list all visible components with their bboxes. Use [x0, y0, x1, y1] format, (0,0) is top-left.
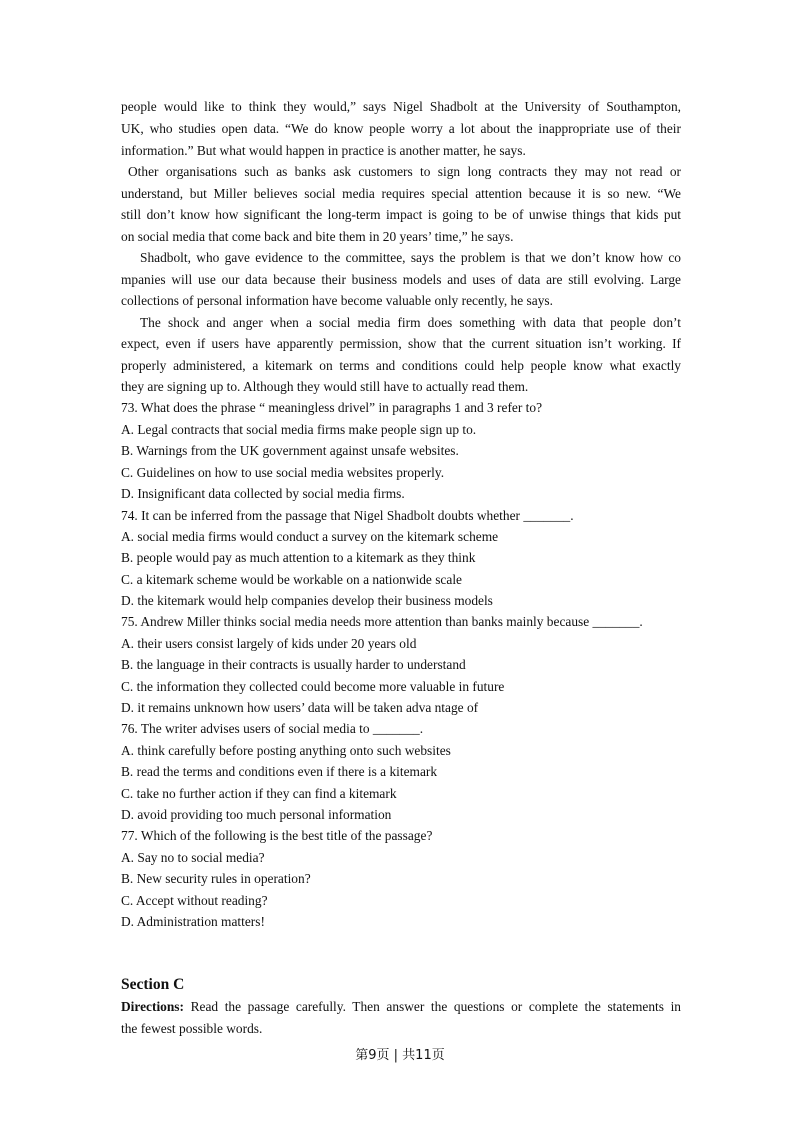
question-73-option-a: A. Legal contracts that social media firms make people sign up to.	[121, 422, 477, 437]
p3-line-1: Shadbolt, who gave evidence to the committee, says the problem is that we don’t know how co	[140, 250, 681, 265]
question-76-option-a: A. think carefully before posting anything onto such websites	[121, 743, 451, 758]
question-77-option-c: C. Accept without reading?	[121, 893, 268, 908]
question-74-option-d: D. the kitemark would help companies develop their business models	[121, 593, 493, 608]
question-76-option-c: C. take no further action if they can find a kitemark	[121, 786, 397, 801]
question-74-option-c: C. a kitemark scheme would be workable on a nationwide scale	[121, 572, 462, 587]
directions-label: Directions:	[121, 999, 184, 1014]
question-74-option-a: A. social media firms would conduct a survey on the kitemark scheme	[121, 529, 499, 544]
p3-line-3: collections of personal information have become valuable only recently, he says.	[121, 293, 553, 308]
question-75-option-d: D. it remains unknown how users’ data will be taken adva ntage of	[121, 700, 479, 715]
question-73-option-d: D. Insignificant data collected by social media firms.	[121, 486, 405, 501]
question-75-option-b: B. the language in their contracts is usually harder to understand	[121, 657, 466, 672]
directions-text: Read the passage carefully. Then answer the questions or complete the statements in	[183, 999, 681, 1014]
p2-line-3: still don’t know how significant the long-term impact is going to be of unwise things that kids put	[121, 207, 681, 222]
p1-line-3: information.” But what would happen in practice is another matter, he says.	[121, 143, 526, 158]
question-74-stem: 74. It can be inferred from the passage that Nigel Shadbolt doubts whether _______.	[121, 508, 574, 523]
p2-line-4: on social media that come back and bite them in 20 years’ time,” he says.	[121, 229, 514, 244]
page-footer: 第9页 | 共11页	[355, 1048, 445, 1063]
question-76-option-b: B. read the terms and conditions even if there is a kitemark	[121, 764, 438, 779]
question-76-stem: 76. The writer advises users of social media to _______.	[121, 721, 424, 736]
question-75-option-a: A. their users consist largely of kids under 20 years old	[121, 636, 417, 651]
question-73-option-b: B. Warnings from the UK government against unsafe websites.	[121, 443, 459, 458]
question-77-option-b: B. New security rules in operation?	[121, 871, 311, 886]
p4-line-2: expect, even if users have apparently permission, show that the current situation isn’t working. If	[121, 336, 681, 351]
question-77-stem: 77. Which of the following is the best title of the passage?	[121, 828, 433, 843]
section-c-title: Section C	[121, 976, 185, 993]
p4-line-4: they are signing up to. Although they would still have to actually read them.	[121, 379, 529, 394]
p3-line-2: mpanies will use our data because their business models and uses of data are still evolving. Large	[121, 272, 681, 287]
p1-line-2: UK, who studies open data. “We do know people worry a lot about the inappropriate use of their	[121, 121, 681, 136]
question-74-option-b: B. people would pay as much attention to a kitemark as they think	[121, 550, 476, 565]
p4-line-3: properly administered, a kitemark on terms and conditions could help people know what exactly	[121, 358, 681, 373]
question-75-stem: 75. Andrew Miller thinks social media needs more attention than banks mainly because _______.	[121, 614, 643, 629]
p2-line-2: understand, but Miller believes social media requires special attention because it is so new. “We	[121, 186, 681, 201]
question-76-option-d: D. avoid providing too much personal information	[121, 807, 392, 822]
question-73-option-c: C. Guidelines on how to use social media websites properly.	[121, 465, 445, 480]
p1-line-1: people would like to think they would,” says Nigel Shadbolt at the University of Southampton,	[121, 99, 681, 114]
section-c-directions-line-2: the fewest possible words.	[121, 1021, 263, 1036]
p4-line-1: The shock and anger when a social media firm does something with data that people don’t	[140, 315, 681, 330]
question-77-option-d: D. Administration matters!	[121, 914, 265, 929]
question-77-option-a: A. Say no to social media?	[121, 850, 265, 865]
question-75-option-c: C. the information they collected could become more valuable in future	[121, 679, 505, 694]
question-73-stem: 73. What does the phrase “ meaningless drivel” in paragraphs 1 and 3 refer to?	[121, 400, 543, 415]
p2-line-1: Other organisations such as banks ask customers to sign long contracts they may not read or	[128, 164, 681, 179]
section-c-directions-line-1	[121, 998, 681, 1016]
